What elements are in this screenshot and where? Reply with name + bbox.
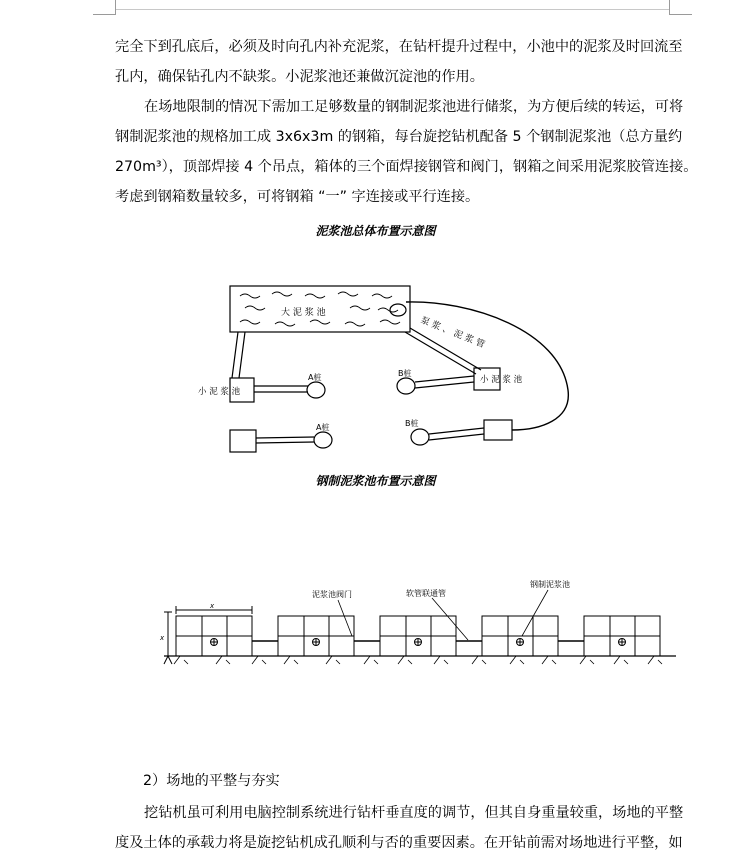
ground-hatch <box>174 656 662 664</box>
valve-4 <box>517 639 524 646</box>
body-line-5: 270m³），顶部焊接 4 个吊点，箱体的三个面焊接钢管和阀门，钢箱之间采用泥浆胶管连接。 <box>115 159 698 175</box>
body-line-2: 孔内，确保钻孔内不缺浆。小泥浆池还兼做沉淀池的作用。 <box>115 69 484 85</box>
crop-mark-top-left-h <box>93 14 116 15</box>
pile-b1-label: B桩 <box>398 369 412 378</box>
pump-hose-label: 泵 浆 、 泥 浆 管 <box>418 315 486 351</box>
pile-a1-shape <box>307 382 325 398</box>
pile-b2-shape <box>411 429 429 445</box>
leader-hose <box>432 598 468 640</box>
valve-2 <box>313 639 320 646</box>
label-hose: 软管联通管 <box>406 589 446 598</box>
pile-b2-label: B桩 <box>405 419 419 428</box>
big-pool-label: 大 泥 浆 池 <box>281 308 326 318</box>
overall-layout-diagram <box>0 270 751 470</box>
dim-height-label: x <box>160 634 165 642</box>
leader-tank <box>522 590 548 636</box>
body-line-4: 钢制泥浆池的规格加工成 3x6x3m 的钢箱，每台旋挖钻机配备 5 个钢制泥浆池（总方量约 <box>115 129 683 145</box>
valve-3 <box>415 639 422 646</box>
pile-a2-label: A桩 <box>316 423 330 432</box>
pile-b1-shape <box>397 378 415 394</box>
channel-bottom-left <box>256 437 314 443</box>
tank-1 <box>176 616 252 656</box>
small-pool-bottom-left <box>230 430 256 452</box>
tank-4 <box>482 616 558 656</box>
body-line-1: 完全下到孔底后，必须及时向孔内补充泥浆，在钻杆提升过程中，小池中的泥浆及时回流至 <box>115 39 683 55</box>
pile-a2-shape <box>314 432 332 448</box>
tail-line-2: 度及土体的承载力将是旋挖钻机成孔顺利与否的重要因素。在开钻前需对场地进行平整，如 <box>115 835 683 851</box>
channel-left <box>232 332 245 378</box>
tank-5 <box>584 616 660 656</box>
tank-3 <box>380 616 456 656</box>
steel-tank-diagram <box>0 570 751 680</box>
label-tank: 钢制泥浆池 <box>530 580 570 589</box>
tank-bottom-right <box>484 420 512 440</box>
pile-a1-label: A桩 <box>308 373 322 382</box>
crop-mark-top-left-v <box>115 0 116 15</box>
tank-2 <box>278 616 354 656</box>
valve-1 <box>211 639 218 646</box>
caption-overall-layout: 泥浆池总体布置示意图 <box>315 224 436 238</box>
dim-vertical <box>164 612 172 656</box>
caption-steel-tank-layout: 钢制泥浆池布置示意图 <box>315 474 436 488</box>
section-heading: 2）场地的平整与夯实 <box>143 773 280 789</box>
channel-b-to-right <box>415 376 474 388</box>
channel-bottom-right <box>429 428 484 440</box>
header-line <box>116 9 669 10</box>
tail-line-1: 挖钻机虽可利用电脑控制系统进行钻杆垂直度的调节，但其自身重量较重，场地的平整 <box>144 805 684 821</box>
leader-valve <box>338 600 352 636</box>
small-pool-right-label: 小 泥 浆 池 <box>480 375 523 385</box>
valve-5 <box>619 639 626 646</box>
label-valve: 泥浆池阀门 <box>312 590 352 599</box>
dim-width-label: x <box>210 602 215 610</box>
body-line-6: 考虑到钢箱数量较多，可将钢箱 “一” 字连接或平行连接。 <box>115 189 480 205</box>
body-line-3: 在场地限制的情况下需加工足够数量的钢制泥浆池进行储浆，为方便后续的转运，可将 <box>144 99 684 115</box>
crop-mark-top-right-v <box>669 0 670 15</box>
crop-mark-top-right-h <box>669 14 692 15</box>
small-pool-left-label: 小 泥 浆 池 <box>198 387 241 397</box>
channel-left-to-a <box>254 386 308 392</box>
ground-anchor <box>164 656 172 664</box>
